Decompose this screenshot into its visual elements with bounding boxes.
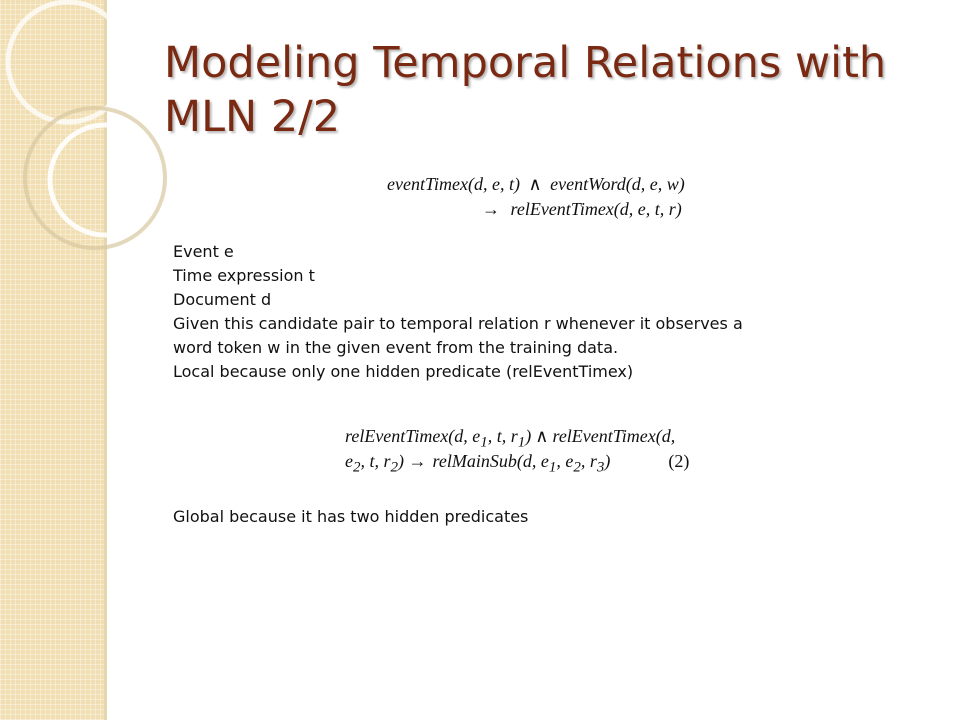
definition-given-line1: Given this candidate pair to temporal relation r whenever it observes a: [173, 314, 743, 333]
formula2-l2-e: , e: [556, 451, 574, 471]
formula2-l1-c: ): [525, 426, 532, 446]
slide-title-line2: MLN 2/2: [164, 92, 341, 142]
formula2-l1-a: relEventTimex(d, e: [345, 426, 481, 446]
formula2-and: ∧: [535, 426, 549, 446]
formula2-l2-f: , r: [580, 451, 597, 471]
formula2-l2-e-sub: 2: [573, 459, 581, 476]
formula2-l1-b: , t, r: [487, 426, 518, 446]
definition-given-line2: word token w in the given event from the training data.: [173, 338, 619, 357]
formula1-arrow-icon: →: [482, 199, 500, 219]
formula2-line2: [345, 451, 689, 477]
definition-time: Time expression t: [173, 266, 315, 285]
formula2-l1-b-sub: 1: [517, 434, 526, 451]
formula1-lhs-b: eventWord(d, e, w): [550, 174, 685, 194]
decorative-ring-small: [50, 125, 160, 235]
formula2-arrow-icon: →: [408, 451, 427, 471]
decorative-ring-medium: [25, 108, 165, 248]
formula1-lhs-a: eventTimex(d, e, t): [387, 174, 520, 194]
formula1-rhs: relEventTimex(d, e, t, r): [510, 199, 682, 219]
formula2-l2-a: e: [345, 451, 353, 471]
formula2-l1-a-sub: 1: [480, 434, 488, 451]
formula2-l1-d: relEventTimex(d,: [552, 426, 676, 446]
formula2-line1: [345, 426, 675, 452]
formula2-l2-g: ): [604, 451, 611, 471]
formula2-l2-d: relMainSub(d, e: [432, 451, 549, 471]
definition-event: Event e: [173, 242, 234, 261]
definition-document: Document d: [173, 290, 272, 309]
formula2-l2-c: ): [398, 451, 405, 471]
equation-number: (2): [668, 451, 690, 471]
formula2-l2-a-sub: 2: [353, 459, 361, 476]
formula1-line2: [482, 199, 682, 220]
decorative-ring-large: [8, 2, 128, 122]
formula1-and: ∧: [528, 174, 542, 194]
global-text: Global because it has two hidden predicates: [173, 507, 529, 526]
formula2-l2-f-sub: 3: [596, 459, 605, 476]
formula2-l2-d-sub: 1: [548, 459, 557, 476]
slide-title: [164, 36, 924, 144]
formula2-l2-b: , t, r: [360, 451, 391, 471]
definitions-block: [173, 240, 893, 384]
slide-title-line1: Modeling Temporal Relations with: [164, 38, 887, 88]
formula2-l2-b-sub: 2: [390, 459, 399, 476]
definition-local: Local because only one hidden predicate (relEventTimex): [173, 362, 634, 381]
formula1-line1: [387, 174, 685, 195]
